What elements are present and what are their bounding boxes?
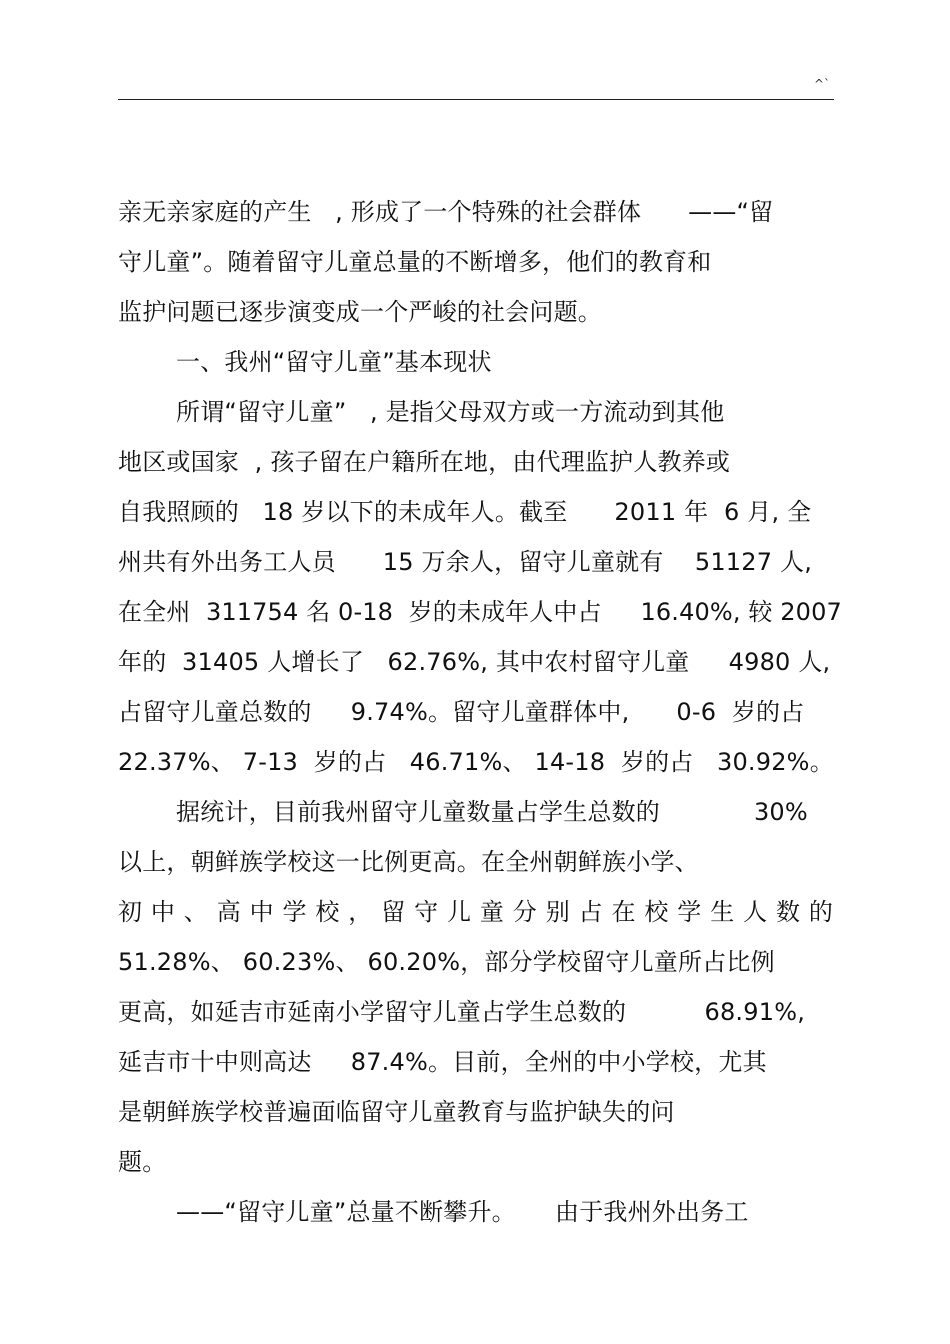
header-rule xyxy=(118,99,834,100)
text-line: 州共有外出务工人员 15 万余人，留守儿童就有 51127 人, xyxy=(118,548,813,576)
text-line: 更高，如延吉市延南小学留守儿童占学生总数的 68.91%, xyxy=(118,998,806,1026)
text-line: ——“留守儿童”总量不断攀升。 由于我州外出务工 xyxy=(176,1198,749,1226)
text-line: 守儿童”。随着留守儿童总量的不断增多，他们的教育和 xyxy=(118,248,712,276)
section-heading: 一、我州“留守儿童”基本现状 xyxy=(176,348,492,376)
text-line: 地区或国家 , 孩子留在户籍所在地，由代理监护人教养或 xyxy=(118,448,731,476)
text-line: 题。 xyxy=(118,1148,167,1176)
text-line: 监护问题已逐步演变成一个严峻的社会问题。 xyxy=(118,298,602,326)
text-line: 所谓“留守儿童” , 是指父母双方或一方流动到其他 xyxy=(176,398,725,426)
page-header-mark: ^` xyxy=(814,77,831,91)
text-line: 初中、高中学校，留守儿童分别占在校学生人数的 xyxy=(118,898,842,926)
text-line: 延吉市十中则高达 87.4%。目前，全州的中小学校，尤其 xyxy=(118,1048,767,1076)
text-line: 是朝鲜族学校普遍面临留守儿童教育与监护缺失的问 xyxy=(118,1098,675,1126)
text-line: 亲无亲家庭的产生 , 形成了一个特殊的社会群体 ——“留 xyxy=(118,198,774,226)
text-line: 51.28%、 60.23%、 60.20%，部分学校留守儿童所占比例 xyxy=(118,948,775,976)
text-line: 占留守儿童总数的 9.74%。留守儿童群体中, 0-6 岁的占 xyxy=(118,698,805,726)
text-line: 以上，朝鲜族学校这一比例更高。在全州朝鲜族小学、 xyxy=(118,848,699,876)
text-line: 年的 31405 人增长了 62.76%, 其中农村留守儿童 4980 人, xyxy=(118,648,831,676)
text-line: 22.37%、 7-13 岁的占 46.71%、 14-18 岁的占 30.92%。 xyxy=(118,748,834,776)
text-line: 在全州 311754 名 0-18 岁的未成年人中占 16.40%, 较 2007 xyxy=(118,598,842,626)
text-line: 自我照顾的 18 岁以下的未成年人。截至 2011 年 6 月, 全 xyxy=(118,498,812,526)
text-line: 据统计，目前我州留守儿童数量占学生总数的 30% xyxy=(176,798,808,826)
